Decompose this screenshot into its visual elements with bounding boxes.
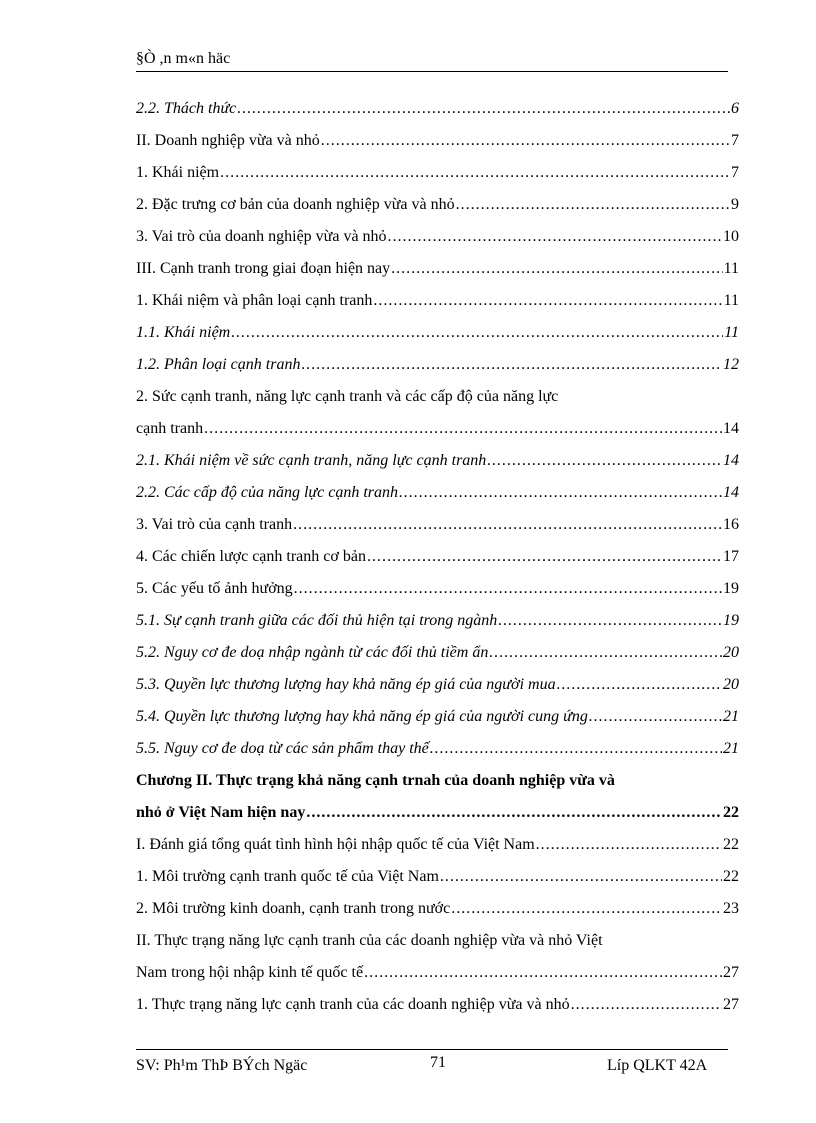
toc-entry-title: cạnh tranh xyxy=(136,420,204,437)
toc-leader-dots xyxy=(294,575,722,603)
toc-leader-dots xyxy=(237,95,730,123)
toc-entry-page: 14 xyxy=(723,420,739,437)
toc-entry-page: 20 xyxy=(723,676,739,693)
toc-entry xyxy=(136,479,739,511)
toc-entry-page: 6 xyxy=(731,100,739,117)
toc-leader-dots xyxy=(451,895,722,923)
toc-entry xyxy=(136,895,739,927)
toc-entry-title: 1. Khái niệm xyxy=(136,164,220,181)
toc-entry-page: 11 xyxy=(723,260,739,277)
toc-leader-dots xyxy=(204,415,722,443)
toc-entry xyxy=(136,767,739,799)
toc-entry-page: 7 xyxy=(731,132,739,149)
toc-entry xyxy=(136,927,739,959)
toc-entry xyxy=(136,415,739,447)
toc-entry-title: 1.1. Khái niệm xyxy=(136,324,231,341)
toc-entry xyxy=(136,959,739,991)
toc-entry-page: 22 xyxy=(723,804,739,821)
toc-leader-dots xyxy=(557,671,722,699)
toc-entry-page: 14 xyxy=(723,452,739,469)
toc-entry-title: 1. Khái niệm và phân loại cạnh tranh xyxy=(136,292,373,309)
toc-entry-title: 2.1. Khái niệm về sức cạnh tranh, năng lực cạnh tranh xyxy=(136,452,487,469)
toc-entry xyxy=(136,255,739,287)
toc-entry-page: 10 xyxy=(723,228,739,245)
toc-leader-dots xyxy=(364,959,722,987)
footer-page-number: 71 xyxy=(430,1054,446,1071)
toc-entry-page: 23 xyxy=(723,900,739,917)
toc-leader-dots xyxy=(440,863,722,891)
toc-entry xyxy=(136,447,739,479)
toc-entry-title: Nam trong hội nhập kinh tế quốc tế xyxy=(136,964,364,981)
toc-leader-dots xyxy=(301,351,722,379)
footer-class-label: Líp QLKT 42A xyxy=(607,1057,708,1074)
toc-entry-title: 2.2. Thách thức xyxy=(136,100,237,117)
toc-entry xyxy=(136,607,739,639)
toc-entry-title: I. Đánh giá tổng quát tình hình hội nhập quốc tế của Việt Nam xyxy=(136,836,535,853)
toc-entry xyxy=(136,831,739,863)
toc-entry-title: nhỏ ở Việt Nam hiện nay xyxy=(136,804,306,821)
toc-entry-title: II. Doanh nghiệp vừa và nhỏ xyxy=(136,132,320,149)
toc-entry-title: 2. Môi trường kinh doanh, cạnh tranh trong nước xyxy=(136,900,451,917)
toc-entry xyxy=(136,95,739,127)
toc-entry xyxy=(136,351,739,383)
toc-entry-page: 19 xyxy=(723,580,739,597)
toc-entry-page: 11 xyxy=(723,292,739,309)
toc-entry-page: 11 xyxy=(724,324,739,341)
toc-entry-title: 5. Các yếu tố ảnh hưởng xyxy=(136,580,293,597)
toc-entry xyxy=(136,671,739,703)
toc-entry-page: 22 xyxy=(723,836,739,853)
toc-leader-dots xyxy=(487,447,722,475)
toc-leader-dots xyxy=(399,479,722,507)
toc-entry-page: 14 xyxy=(723,484,739,501)
toc-leader-dots xyxy=(373,287,722,315)
toc-entry-page: 27 xyxy=(723,964,739,981)
toc-entry-title: III. Cạnh tranh trong giai đoạn hiện nay xyxy=(136,260,391,277)
toc-leader-dots xyxy=(220,159,730,187)
toc-entry xyxy=(136,703,739,735)
toc-entry-page: 22 xyxy=(723,868,739,885)
toc-entry-title: 5.4. Quyền lực thương lượng hay khả năng ép giá của người cung ứng xyxy=(136,708,588,725)
toc-entry xyxy=(136,127,739,159)
toc-entry xyxy=(136,319,739,351)
toc-leader-dots xyxy=(321,127,730,155)
toc-entry xyxy=(136,159,739,191)
toc-entry-page: 12 xyxy=(723,356,739,373)
toc-leader-dots xyxy=(430,735,722,763)
toc-leader-dots xyxy=(536,831,722,859)
toc-entry-page: 7 xyxy=(731,164,739,181)
toc-entry-title: 5.5. Nguy cơ đe doạ từ các sản phẩm thay thế xyxy=(136,740,429,757)
toc-entry xyxy=(136,511,739,543)
toc-entry xyxy=(136,543,739,575)
toc-entry xyxy=(136,799,739,831)
toc-entry-title: II. Thực trạng năng lực cạnh tranh của các doanh nghiệp vừa và nhỏ Việt xyxy=(136,932,603,949)
toc-leader-dots xyxy=(589,703,722,731)
toc-leader-dots xyxy=(306,799,722,827)
toc-entry-title: 5.1. Sự cạnh tranh giữa các đối thủ hiện tại trong ngành xyxy=(136,612,498,629)
toc-leader-dots xyxy=(367,543,722,571)
toc-entry-title: 1.2. Phân loại cạnh tranh xyxy=(136,356,301,373)
toc-leader-dots xyxy=(489,639,722,667)
toc-entry-title: 2.2. Các cấp độ của năng lực cạnh tranh xyxy=(136,484,399,501)
toc-entry-page: 16 xyxy=(723,516,739,533)
toc-entry xyxy=(136,735,739,767)
toc-entry xyxy=(136,191,739,223)
toc-leader-dots xyxy=(293,511,722,539)
toc-leader-dots xyxy=(231,319,723,347)
toc-entry xyxy=(136,863,739,895)
toc-entry-page: 19 xyxy=(723,612,739,629)
toc-entry xyxy=(136,575,739,607)
toc-entry xyxy=(136,383,739,415)
toc-leader-dots xyxy=(391,255,722,283)
toc-entry-page: 9 xyxy=(731,196,739,213)
toc-entry-title: 3. Vai trò của cạnh tranh xyxy=(136,516,293,533)
toc-entry-title: 5.3. Quyền lực thương lượng hay khả năng ép giá của người mua xyxy=(136,676,556,693)
table-of-contents xyxy=(136,95,739,1023)
toc-leader-dots xyxy=(456,191,730,219)
toc-entry-title: Chương II. Thực trạng khả năng cạnh trnah của doanh nghiệp vừa và xyxy=(136,772,615,789)
toc-entry-page: 21 xyxy=(723,740,739,757)
toc-entry xyxy=(136,287,739,319)
toc-entry xyxy=(136,639,739,671)
footer-student-name: SV: Ph¹m ThÞ BÝch Ngäc xyxy=(136,1057,308,1074)
header-rule xyxy=(136,71,728,72)
toc-entry-title: 1. Thực trạng năng lực cạnh tranh của các doanh nghiệp vừa và nhỏ xyxy=(136,996,570,1013)
toc-entry xyxy=(136,223,739,255)
toc-entry-page: 27 xyxy=(723,996,739,1013)
toc-entry-title: 5.2. Nguy cơ đe doạ nhập ngành từ các đối thủ tiềm ẩn xyxy=(136,644,489,661)
toc-entry-page: 21 xyxy=(723,708,739,725)
toc-entry-title: 2. Đặc trưng cơ bản của doanh nghiệp vừa và nhỏ xyxy=(136,196,455,213)
header-title: §Ò ,n m«n häc xyxy=(136,50,231,67)
toc-entry xyxy=(136,991,739,1023)
toc-entry-page: 20 xyxy=(723,644,739,661)
toc-entry-title: 1. Môi trường cạnh tranh quốc tế của Việt Nam xyxy=(136,868,439,885)
toc-entry-title: 3. Vai trò của doanh nghiệp vừa và nhỏ xyxy=(136,228,387,245)
toc-leader-dots xyxy=(388,223,722,251)
footer-rule xyxy=(136,1049,728,1050)
toc-entry-title: 2. Sức cạnh tranh, năng lực cạnh tranh và các cấp độ của năng lực xyxy=(136,388,559,405)
toc-entry-page: 17 xyxy=(723,548,739,565)
toc-leader-dots xyxy=(571,991,722,1019)
toc-leader-dots xyxy=(498,607,722,635)
toc-entry-title: 4. Các chiến lược cạnh tranh cơ bản xyxy=(136,548,366,565)
